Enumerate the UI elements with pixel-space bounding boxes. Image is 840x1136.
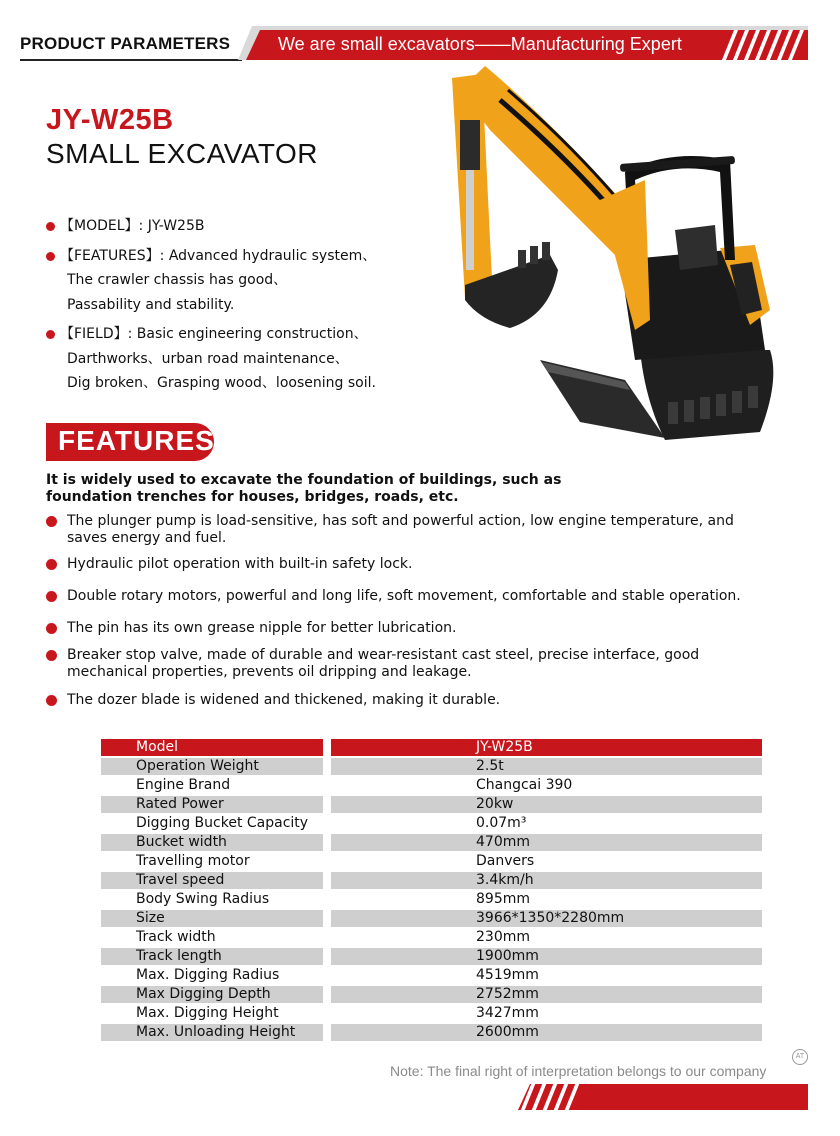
features-heading: FEATURES [58,425,215,456]
bullet-icon [46,516,57,527]
param-value-cell: Changcai 390 [476,777,573,793]
feature-item [46,692,767,709]
table-header-cell: JY-W25B [331,739,762,756]
param-name-cell: Rated Power [101,796,323,813]
table-row [101,776,762,795]
param-name-cell: Digging Bucket Capacity [136,815,309,831]
param-value-cell: 0.07m³ [476,815,527,831]
table-row [101,1004,762,1023]
bullet-icon [46,591,57,602]
table-row [101,890,762,909]
table-row [101,871,762,890]
bullet-icon [46,623,57,634]
bullet-icon [46,330,55,339]
spec-label: 【FEATURES】: [60,247,165,264]
table-row [101,757,762,776]
spec-value: Advanced hydraulic system、 [168,247,377,264]
param-name-cell: Travelling motor [136,853,250,869]
param-value-cell: 2752mm [331,986,762,1003]
param-value-cell: 4519mm [476,967,539,983]
excavator-image [430,60,780,445]
footer-stripes [520,1084,590,1110]
table-header-cell: Model [101,739,323,756]
feature-item [46,513,767,547]
feature-text: The plunger pump is load-sensitive, has soft and powerful action, low engine temperature, and saves energy and fuel. [67,513,734,546]
param-value-cell: 470mm [331,834,762,851]
spec-list [46,214,406,401]
param-name-cell: Max. Digging Radius [136,967,280,983]
section-underline [20,59,242,61]
table-header-row [101,738,762,757]
feature-item [46,647,767,681]
param-value-cell: 230mm [476,929,530,945]
param-value-cell: 3.4km/h [331,872,762,889]
feature-item [46,556,767,573]
feature-text: The pin has its own grease nipple for better lubrication. [67,620,457,636]
spec-label: 【MODEL】: [60,218,144,234]
table-row [101,947,762,966]
feature-item [46,588,767,605]
table-row [101,795,762,814]
spec-value: Basic engineering construction、 [136,326,368,342]
table-row [101,966,762,985]
bullet-icon [46,222,55,231]
product-code: JY-W25B [46,104,174,136]
spec-value: JY-W25B [147,218,205,234]
param-name-cell: Size [101,910,323,927]
param-name-cell: Track width [136,929,216,945]
parameter-table [101,738,762,1042]
feature-item [46,620,767,637]
bullet-icon [46,650,57,661]
bullet-icon [46,695,57,706]
param-name-cell: Bucket width [101,834,323,851]
banner-stripes [720,30,806,60]
param-name-cell: Max Digging Depth [101,986,323,1003]
feature-text: Breaker stop valve, made of durable and wear-resistant cast steel, precise interface, good mechanical properties, prevents oil dripping and leakage. [67,647,700,680]
slogan-text: We are small excavators——Manufacturing Expert [278,34,682,54]
table-row [101,814,762,833]
feature-text: Hydraulic pilot operation with built-in safety lock. [67,556,413,572]
bullet-icon [46,252,55,261]
table-row [101,928,762,947]
param-value-cell: 2600mm [331,1024,762,1041]
param-value-cell: 3966*1350*2280mm [331,910,762,927]
table-row [101,985,762,1004]
param-name-cell: Travel speed [101,872,323,889]
param-value-cell: 20kw [331,796,762,813]
spec-label: 【FIELD】: [60,326,133,342]
table-row [101,1023,762,1042]
param-name-cell: Max. Unloading Height [101,1024,323,1041]
features-intro: It is widely used to excavate the foundation of buildings, such as foundation trenches for houses, bridges, roads, etc. [46,472,562,505]
bullet-icon [46,559,57,570]
spec-item-features [46,244,406,318]
at-badge-icon: AT [792,1049,808,1065]
param-name-cell: Engine Brand [136,777,231,793]
table-row [101,852,762,871]
spec-value: The crawler chassis has good、 [67,272,288,288]
product-type: SMALL EXCAVATOR [46,138,319,169]
disclaimer-note: Note: The final right of interpretation belongs to our company [390,1063,767,1079]
section-label: PRODUCT PARAMETERS [20,34,231,53]
spec-value: Darthworks、urban road maintenance、 [67,350,349,367]
param-name-cell: Operation Weight [101,758,323,775]
spec-item-field [46,322,406,396]
table-row [101,833,762,852]
param-name-cell: Track length [101,948,323,965]
param-value-cell: 3427mm [476,1005,539,1021]
param-value-cell: 1900mm [331,948,762,965]
table-row [101,909,762,928]
spec-value: Dig broken、Grasping wood、loosening soil. [67,375,376,391]
feature-text: The dozer blade is widened and thickened, making it durable. [67,692,501,708]
feature-text: Double rotary motors, powerful and long life, soft movement, comfortable and stable operation. [67,588,741,604]
param-value-cell: 2.5t [331,758,762,775]
param-name-cell: Max. Digging Height [136,1005,279,1021]
param-value-cell: 895mm [476,891,530,907]
param-value-cell: Danvers [476,853,535,869]
param-name-cell: Body Swing Radius [136,891,270,907]
spec-item-model [46,214,406,239]
spec-value: Passability and stability. [67,296,235,313]
